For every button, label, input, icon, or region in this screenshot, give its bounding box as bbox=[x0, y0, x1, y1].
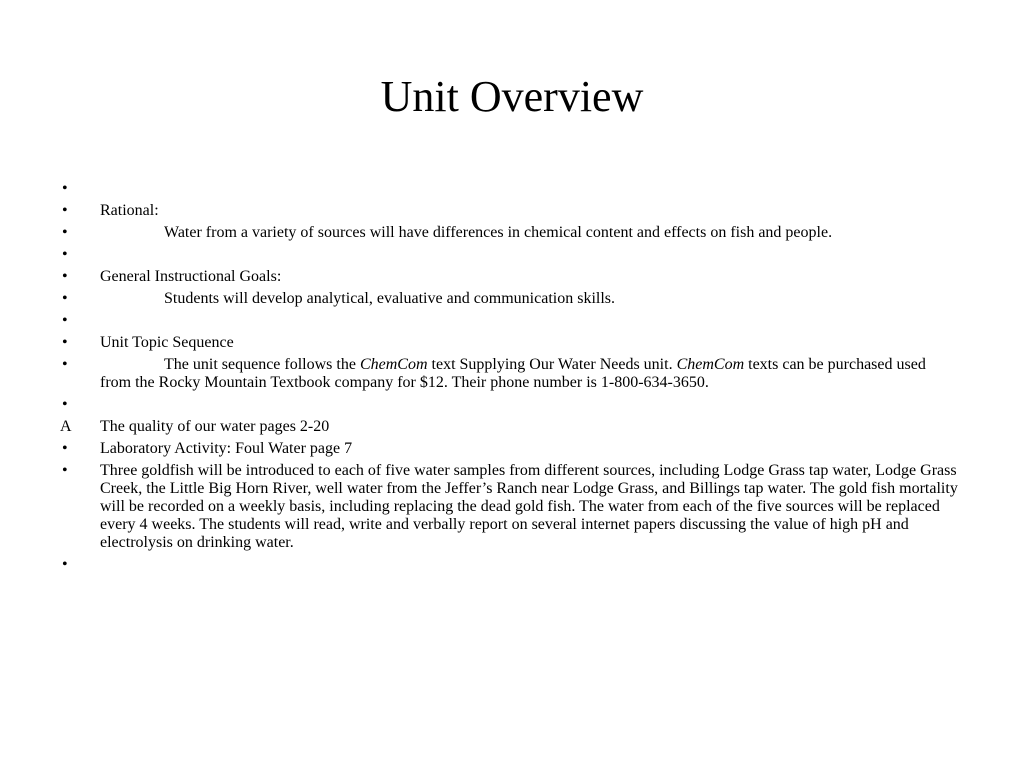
slide-body bbox=[60, 180, 960, 578]
bullet-marker: • bbox=[62, 268, 68, 285]
bullet-marker: • bbox=[62, 246, 68, 263]
bullet-marker: • bbox=[62, 312, 68, 329]
slide-title: Unit Overview bbox=[380, 72, 644, 121]
bullet-marker: • bbox=[62, 290, 68, 307]
lettered-row-quality bbox=[60, 418, 960, 436]
bullet-row-rational-text bbox=[60, 224, 960, 242]
bullet-row-goldfish bbox=[60, 462, 960, 552]
bullet-marker: • bbox=[62, 334, 68, 351]
bullet-row-rational-label bbox=[60, 202, 960, 220]
sequence-text-part: The unit sequence follows the bbox=[164, 356, 360, 373]
letter-marker: A bbox=[60, 418, 72, 435]
bullet-row-empty bbox=[60, 180, 960, 198]
bullet-marker: • bbox=[62, 440, 68, 457]
goldfish-text: Three goldfish will be introduced to each of five water samples from different sources, including Lodge Grass tap water, Lodge Grass Creek, the Little Big Horn River, well water from the Jeffer’s Ranch near Lodge Grass, and Billings tap water. The gold fish mortality will be recorded on a weekly basis, including replacing the dead gold fish. The water from each of the five sources will be replaced every 4 weeks. The students will read, write and verbally report on several internet papers discussing the value of high pH and electrolysis on drinking water. bbox=[100, 462, 958, 551]
chemcom-title: ChemCom bbox=[676, 356, 745, 373]
goals-label: General Instructional Goals: bbox=[100, 268, 282, 285]
rational-text: Water from a variety of sources will have differences in chemical content and effects on fish and people. bbox=[164, 224, 833, 241]
bullet-marker: • bbox=[62, 224, 68, 241]
bullet-row-goals-text bbox=[60, 290, 960, 308]
bullet-marker: • bbox=[62, 180, 68, 197]
sequence-text bbox=[100, 356, 960, 392]
bullet-row-lab bbox=[60, 440, 960, 458]
lab-text: Laboratory Activity: Foul Water page 7 bbox=[100, 440, 353, 457]
rational-label: Rational: bbox=[100, 202, 159, 219]
bullet-row-empty bbox=[60, 312, 960, 330]
sequence-text-part: texts can be purchased used from the Rocky Mountain Textbook company for $12. Their phone number is 1-800-634-3650. bbox=[100, 356, 926, 391]
sequence-text-part: text Supplying Our Water Needs unit. bbox=[427, 356, 677, 373]
bullet-row-sequence-text bbox=[60, 356, 960, 392]
chemcom-title: ChemCom bbox=[359, 356, 428, 373]
bullet-marker: • bbox=[62, 462, 68, 479]
bullet-row-empty bbox=[60, 556, 960, 574]
goals-text: Students will develop analytical, evaluative and communication skills. bbox=[164, 290, 616, 307]
bullet-row-empty bbox=[60, 396, 960, 414]
bullet-marker: • bbox=[62, 202, 68, 219]
bullet-marker: • bbox=[62, 396, 68, 413]
sequence-label: Unit Topic Sequence bbox=[100, 334, 234, 351]
bullet-row-sequence-label bbox=[60, 334, 960, 352]
bullet-marker: • bbox=[62, 556, 68, 573]
bullet-marker: • bbox=[62, 356, 68, 373]
quality-text: The quality of our water pages 2-20 bbox=[100, 418, 330, 435]
bullet-row-empty bbox=[60, 246, 960, 264]
bullet-row-goals-label bbox=[60, 268, 960, 286]
